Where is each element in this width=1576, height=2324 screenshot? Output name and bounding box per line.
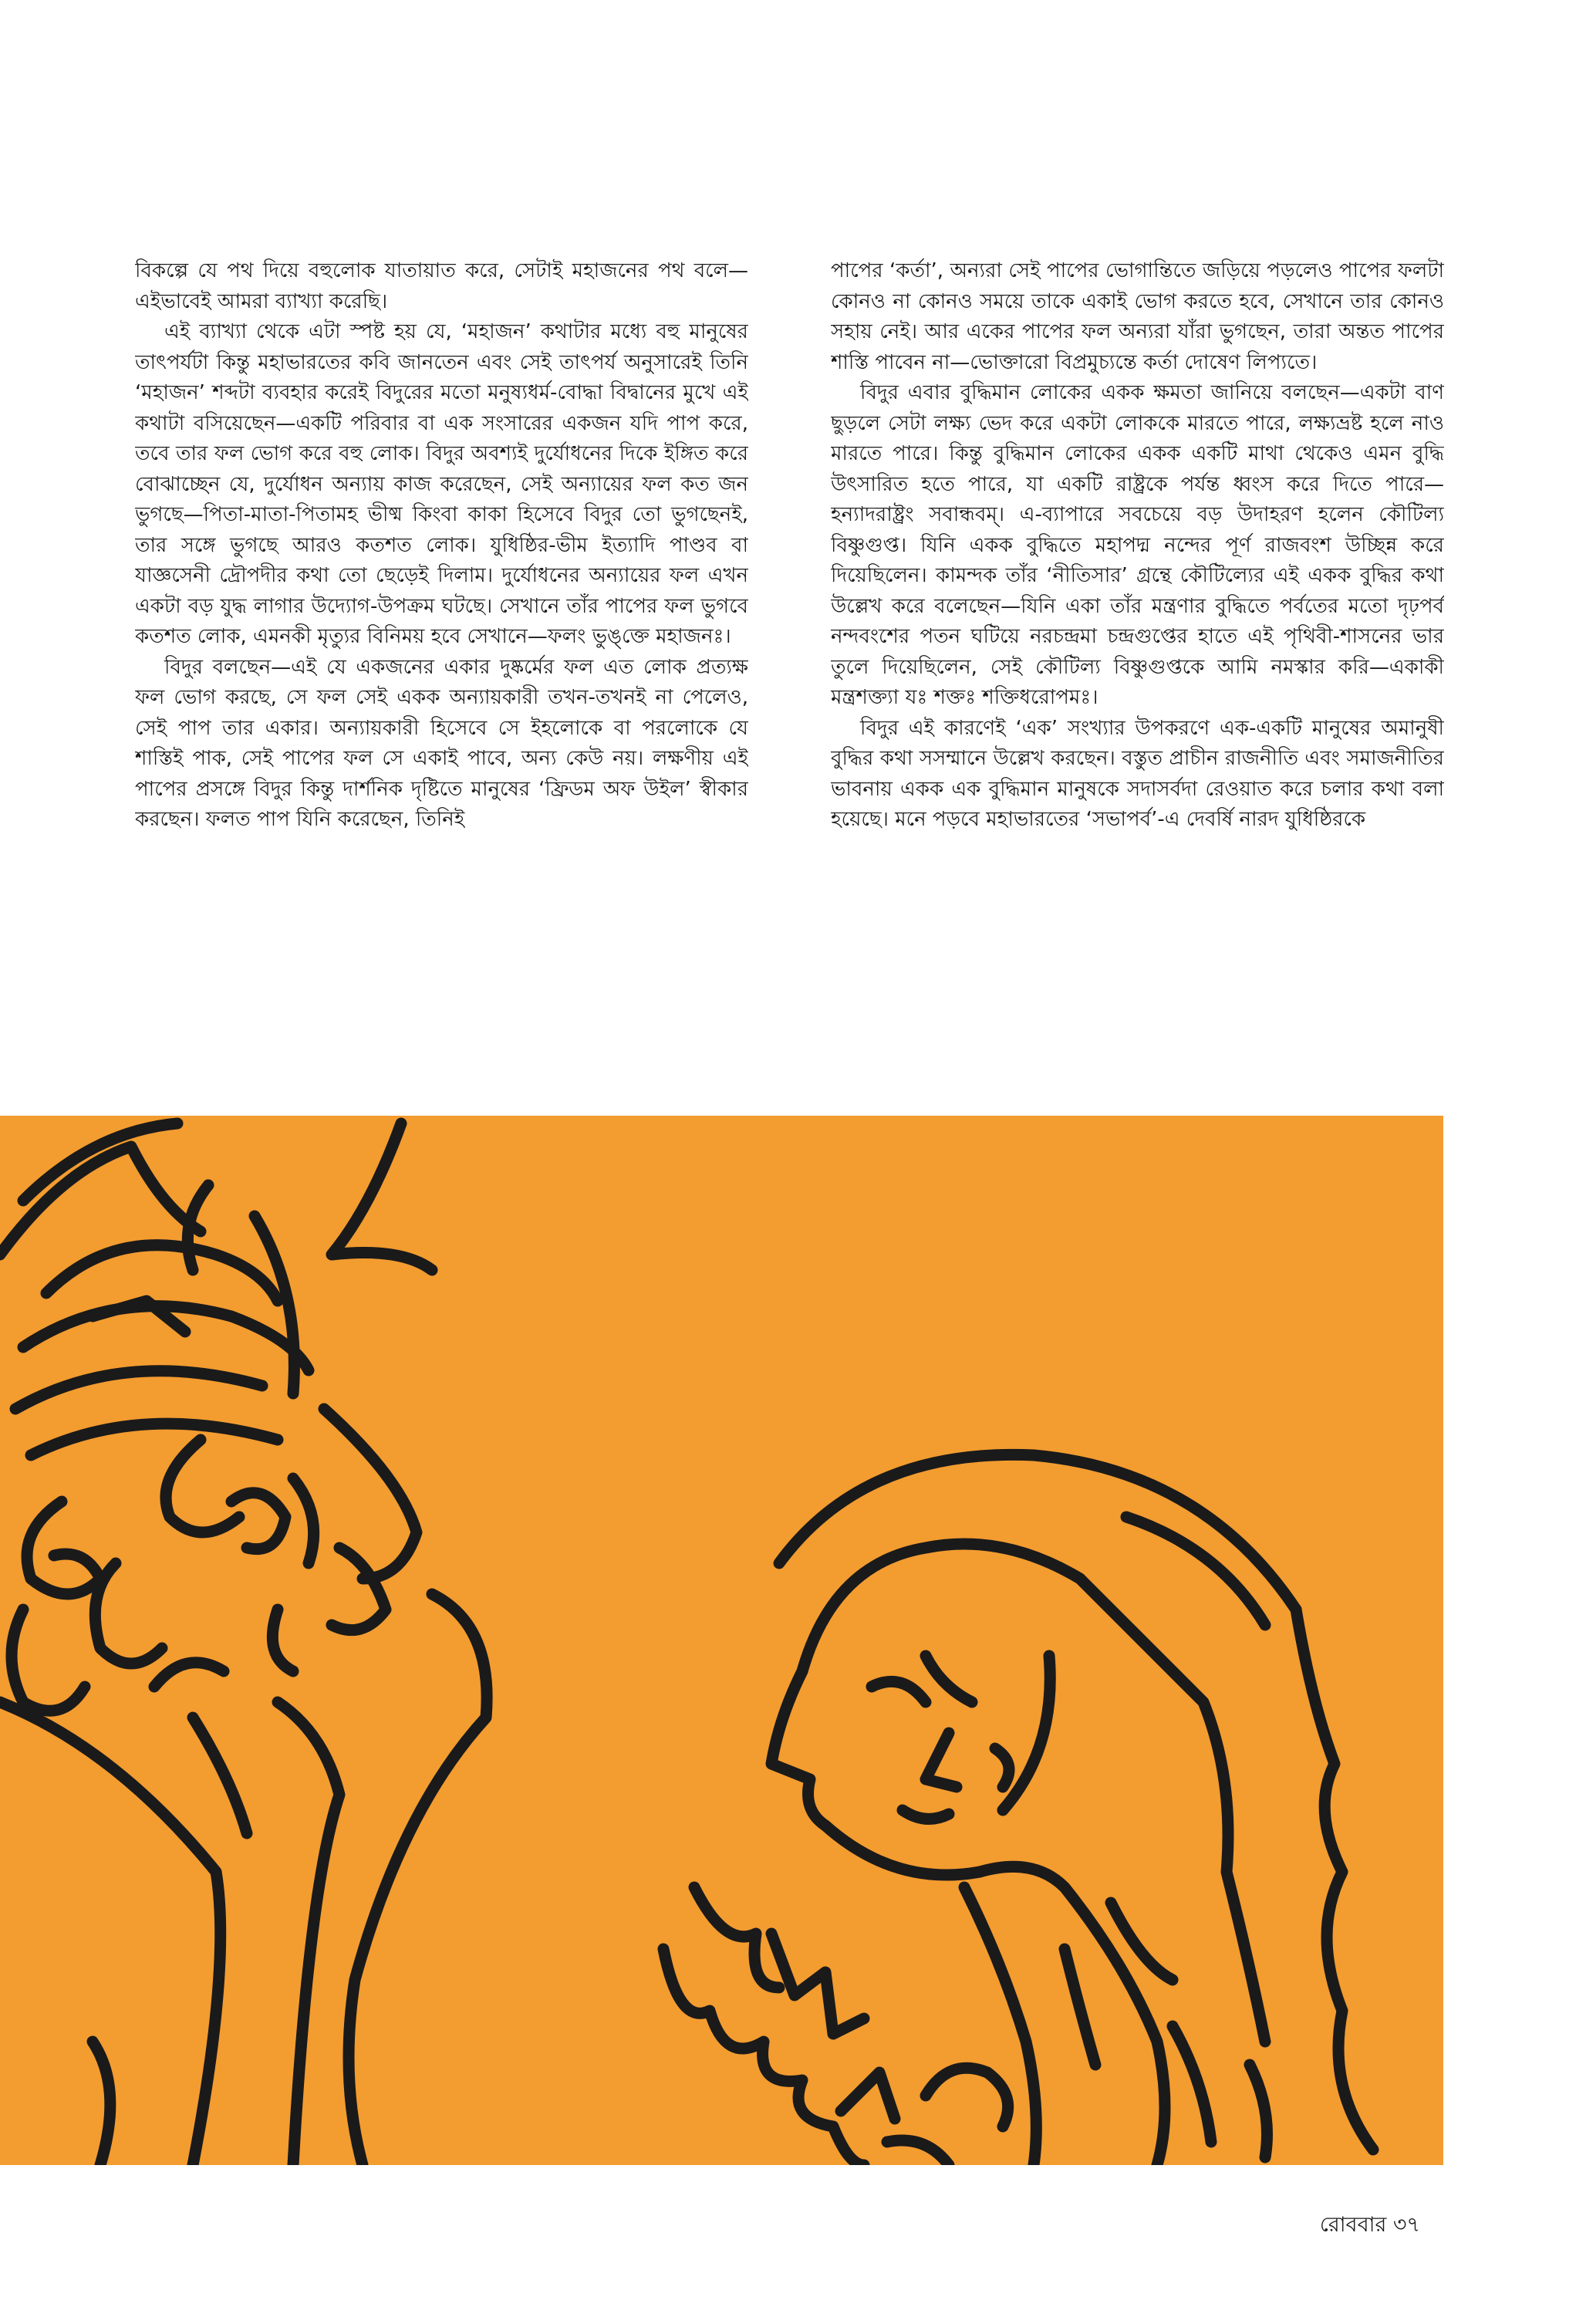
paragraph: পাপের ‘কর্তা’, অন্যরা সেই পাপের ভোগান্তিতে জড়িয়ে পড়লেও পাপের ফলটা কোনও না কোনও সময়ে তাকে একাই ভোগ করতে হবে, সেখানে তার কোনও সহায় নেই। আর একের পাপের ফল অন্যরা যাঁরা ভুগছেন, তারা অন্তত পাপের শাস্তি পাবেন না—ভোক্তারো বিপ্রমুচ্যন্তে কর্তা দোষেণ লিপ্যতে। [831, 259, 1444, 374]
article-column-right [831, 256, 1444, 1068]
illustration-vidura-and-woman [0, 1116, 1443, 2165]
paragraph: এই ব্যাখ্যা থেকে এটা স্পষ্ট হয় যে, ‘মহাজন’ কথাটার মধ্যে বহু মানুষের তাৎপর্যটা কিন্তু মহাভারতের কবি জানতেন এবং সেই তাৎপর্য অনুসারেই তিনি ‘মহাজন’ শব্দটা ব্যবহার করেই বিদুরের মতো মনুষ্যধর্ম-বোদ্ধা বিদ্বানের মুখে এই কথাটা বসিয়েছেন—একটি পরিবার বা এক সংসারের একজন যদি পাপ করে, তবে তার ফল ভোগ করে বহু লোক। বিদুর অবশ্যই দুর্যোধনের দিকে ইঙ্গিত করে বোঝাচ্ছেন যে, দুর্যোধন অন্যায় কাজ করেছেন, সেই অন্যায়ের ফল কত জন ভুগছে—পিতা-মাতা-পিতামহ ভীষ্ম কিংবা কাকা হিসেবে বিদুর তো ভুগছেনই, তার সঙ্গে ভুগছে আরও কতশত লোক। যুধিষ্ঠির-ভীম ইত্যাদি পাণ্ডব বা যাজ্ঞসেনী দ্রৌপদীর কথা তো ছেড়েই দিলাম। দুর্যোধনের অন্যায়ের ফল এখন একটা বড় যুদ্ধ লাগার উদ্যোগ-উপক্রম ঘটছে। সেখানে তাঁর পাপের ফল ভুগবে কতশত লোক, এমনকী মৃত্যুর বিনিময় হবে সেখানে—ফলং ভুঙ্‌ক্তে মহাজনঃ। [135, 320, 748, 648]
paragraph: বিকল্পে যে পথ দিয়ে বহুলোক যাতায়াত করে, সেটাই মহাজনের পথ বলে—এইভাবেই আমরা ব্যাখ্যা করেছি। [135, 259, 748, 313]
article-column-left [135, 256, 748, 1068]
line-drawing [0, 1116, 1443, 2165]
page-folio: রোববার ৩৭ [1319, 2213, 1420, 2237]
paragraph: বিদুর বলছেন—এই যে একজনের একার দুষ্কর্মের ফল এত লোক প্রত্যক্ষ ফল ভোগ করছে, সে ফল সেই একক অন্যায়কারী তখন-তখনই না পেলেও, সেই পাপ তার একার। অন্যায়কারী হিসেবে সে ইহলোকে বা পরলোকে যে শাস্তিই পাক, সেই পাপের ফল সে একাই পাবে, অন্য কেউ নয়। লক্ষণীয় এই পাপের প্রসঙ্গে বিদুর কিন্তু দার্শনিক দৃষ্টিতে মানুষের ‘ফ্রিডম অফ উইল’ স্বীকার করছেন। ফলত পাপ যিনি করেছেন, তিনিই [135, 655, 748, 831]
paragraph: বিদুর এই কারণেই ‘এক’ সংখ্যার উপকরণে এক-একটি মানুষের অমানুষী বুদ্ধির কথা সসম্মানে উল্লেখ করছেন। বস্তুত প্রাচীন রাজনীতি এবং সমাজনীতির ভাবনায় একক এক বুদ্ধিমান মানুষকে সদাসর্বদা রেওয়াত করে চলার কথা বলা হয়েছে। মনে পড়বে মহাভারতের ‘সভাপর্ব’-এ দেবর্ষি নারদ যুধিষ্ঠিরকে [831, 716, 1444, 831]
paragraph: বিদুর এবার বুদ্ধিমান লোকের একক ক্ষমতা জানিয়ে বলছেন—একটা বাণ ছুড়লে সেটা লক্ষ্য ভেদ করে একটা লোককে মারতে পারে, লক্ষ্যভ্রষ্ট হলে নাও মারতে পারে। কিন্তু বুদ্ধিমান লোকের একক একটি মাথা থেকেও এমন বুদ্ধি উৎসারিত হতে পারে, যা একটি রাষ্ট্রকে পর্যন্ত ধ্বংস করে দিতে পারে—হন্যাদরাষ্ট্রং সবান্ধবম্‌। এ-ব্যাপারে সবচেয়ে বড় উদাহরণ হলেন কৌটিল্য বিষ্ণুগুপ্ত। যিনি একক বুদ্ধিতে মহাপদ্ম নন্দের পূর্ণ রাজবংশ উচ্ছিন্ন করে দিয়েছিলেন। কামন্দক তাঁর ‘নীতিসার’ গ্রন্থে কৌটিল্যের এই একক বুদ্ধির কথা উল্লেখ করে বলেছেন—যিনি একা তাঁর মন্ত্রণার বুদ্ধিতে পর্বতের মতো দৃঢ়পর্ব নন্দবংশের পতন ঘটিয়ে নরচন্দ্রমা চন্দ্রগুপ্তের হাতে এই পৃথিবী-শাসনের ভার তুলে দিয়েছিলেন, সেই কৌটিল্য বিষ্ণুগুপ্তকে আমি নমস্কার করি—একাকী মন্ত্রশক্ত্যা যঃ শক্তঃ শক্তিধরোপমঃ। [831, 381, 1444, 709]
